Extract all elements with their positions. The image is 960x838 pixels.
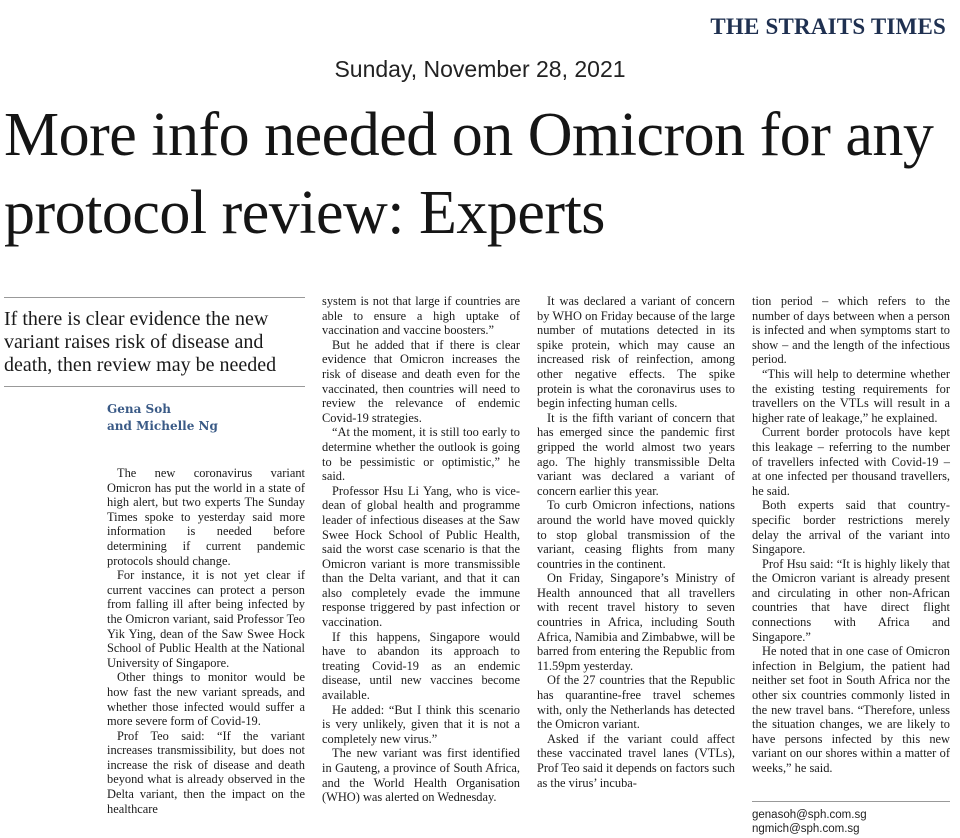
masthead: THE STRAITS TIMES [710,14,946,39]
publication-date: Sunday, November 28, 2021 [334,56,626,82]
paragraph: He added: “But I think this scenario is very unlikely, given that it is not a completely new virus.” [322,702,520,746]
article-column-1 [107,466,305,816]
paragraph: Both experts said that country-specific border restrictions merely delay the arrival of the variant into Singapore. [752,498,950,557]
paragraph: The new variant was first identified in Gauteng, a province of South Africa, and the World Health Organisation (WHO) was alerted on Wednesday. [322,746,520,805]
paragraph: If this happens, Singapore would have to abandon its approach to treating Covid-19 as an endemic disease, until new vaccines become available. [322,629,520,703]
author-email-1[interactable]: genasoh@sph.com.sg [752,809,867,821]
paragraph: On Friday, Singapore’s Ministry of Health announced that all travellers with recent travel history to seven countries in Africa, including South Africa, Namibia and Zimbabwe, will be barred from entering the Republic from 11.59pm yesterday. [537,571,735,673]
paragraph: Asked if the variant could affect these vaccinated travel lanes (VTLs), Prof Teo said it depends on factors such as the virus’ incuba- [537,731,735,790]
standfirst-top-rule [4,297,305,298]
author-contact [752,808,867,836]
byline [107,401,218,435]
contact-rule [752,801,950,802]
paragraph: Other things to monitor would be how fast the new variant spreads, and whether those infected would suffer a more severe form of Covid-19. [107,670,305,729]
paragraph: system is not that large if countries are able to ensure a high uptake of vaccination and vaccine boosters.” [322,294,520,338]
standfirst: If there is clear evidence the new variant raises risk of disease and death, then review may be needed [4,308,277,376]
paragraph: Current border protocols have kept this leakage – referring to the number of travellers infected with Covid-19 – at one infected per thousand travellers, he said. [752,425,950,498]
paragraph: “This will help to determine whether the existing testing requirements for travellers on the VTLs will result in a higher rate of leakage,” he explained. [752,366,950,425]
article-column-4 [752,294,950,776]
standfirst-bottom-rule [4,386,305,387]
paragraph: To curb Omicron infections, nations around the world have moved quickly to stop global transmission of the variant, ceasing flights from many countries in the continent. [537,498,735,571]
paragraph: tion period – which refers to the number of days between when a person is infected and when symptoms start to show – and the length of the infectious period. [752,294,950,367]
paragraph: For instance, it is not yet clear if current vaccines can protect a person from falling ill after being infected by the Omicron variant, said Professor Teo Yik Ying, dean of the Saw Swee Hock School of Public Health at the National University of Singapore. [107,568,305,670]
headline: More info needed on Omicron for any protocol review: Experts [4,101,934,247]
paragraph: It is the fifth variant of concern that has emerged since the pandemic first gripped the world almost two years ago. The highly transmissible Delta variant was declared a variant of concern earlier this year. [537,410,735,498]
paragraph: The new coronavirus variant Omicron has put the world in a state of high alert, but two experts The Sunday Times spoke to yesterday said more information is needed before determining if current pandemic protocols should change. [107,466,305,568]
paragraph: But he added that if there is clear evidence that Omicron increases the risk of disease and death even for the vaccinated, then countries will need to review the relevance of endemic Covid-19 strategies. [322,337,520,425]
article-column-2 [322,294,520,805]
paragraph: Prof Hsu said: “It is highly likely that the Omicron variant is already present and circulating in other non-African countries that have direct flight connections with Africa and Singapore.” [752,556,950,644]
paragraph: Of the 27 countries that the Republic has quarantine-free travel schemes with, only the Netherlands has detected the Omicron variant. [537,673,735,732]
article-column-3 [537,294,735,790]
byline-author-2: and Michelle Ng [107,419,218,433]
paragraph: “At the moment, it is still too early to determine whether the outlook is going to be pessimistic or optimistic,” he said. [322,425,520,484]
paragraph: Prof Teo said: “If the variant increases transmissibility, but does not increase the risk of disease and death beyond what is already observed in the Delta variant, then the impact on the healthcare [107,728,305,816]
byline-author-1: Gena Soh [107,402,171,416]
author-email-2[interactable]: ngmich@sph.com.sg [752,823,860,835]
paragraph: He noted that in one case of Omicron infection in Belgium, the patient had neither set foot in South Africa nor the other six countries commonly listed in the new travel bans. “Therefore, unless the situation changes, we are likely to have persons infected by this new variant on our shores within a matter of weeks,” he said. [752,644,950,775]
paragraph: It was declared a variant of concern by WHO on Friday because of the large number of mutations detected in its spike protein, which may cause an increased risk of reinfection, among other negative effects. The spike protein is what the coronavirus uses to begin infecting human cells. [537,294,735,411]
paragraph: Professor Hsu Li Yang, who is vice-dean of global health and programme leader of infectious diseases at the Saw Swee Hock School of Public Health, said the worst case scenario is that the Omicron variant is more transmissible than the Delta variant, and that it can also completely evade the immune response triggered by past infection or vaccination. [322,483,520,630]
